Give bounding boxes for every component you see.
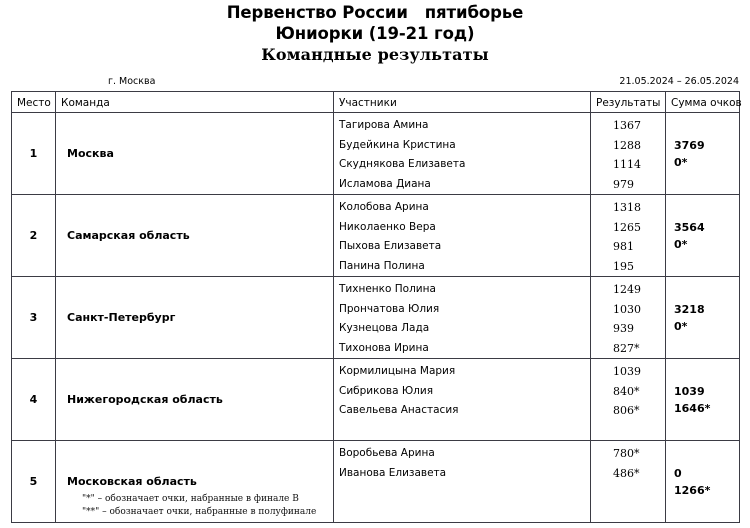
cell-place: 3 [12, 277, 56, 359]
footnote-double-asterisk: "**" – обозначает очки, набранные в полуфинале [82, 507, 317, 517]
cell-place: 2 [12, 195, 56, 277]
footnotes [82, 493, 316, 519]
event-city: г. Москва [108, 76, 156, 87]
participant-name: Исламова Диана [339, 177, 431, 190]
cell-team: Самарская область [56, 195, 334, 277]
participant-name: Воробьева Арина [339, 447, 435, 459]
participant-result-list [591, 195, 665, 276]
participant-result: 1030 [613, 302, 641, 316]
total-points-final-b: 1266* [674, 483, 711, 497]
event-meta [0, 73, 750, 90]
column-header-results: Результаты [591, 92, 666, 113]
total-points-final-b: 0* [674, 319, 688, 333]
table-row [12, 113, 740, 195]
participant-name: Иванова Елизавета [339, 466, 447, 479]
total-points-final: 3564 [674, 220, 705, 234]
participant-name-list [334, 359, 590, 440]
cell-participants [334, 277, 591, 359]
cell-participants [334, 113, 591, 195]
cell-place: 4 [12, 359, 56, 441]
cell-results [591, 359, 666, 441]
total-points-final-b: 0* [674, 237, 688, 251]
column-header-total: Сумма очков [666, 92, 740, 113]
cell-total [666, 113, 740, 195]
total-points-final-b: 1646* [674, 401, 711, 415]
page-title-primary: Первенство России пятиборье [226, 3, 524, 22]
cell-participants [334, 195, 591, 277]
participant-name-list [334, 277, 590, 358]
cell-place: 1 [12, 113, 56, 195]
participant-result: 806* [613, 404, 640, 417]
participant-result: 979 [613, 177, 634, 191]
total-points [666, 219, 739, 253]
participant-result: 827* [613, 341, 640, 355]
participant-result: 486* [613, 466, 640, 480]
participant-result: 1367 [613, 119, 641, 132]
participant-result-list [591, 441, 665, 522]
participant-name: Тагирова Амина [339, 119, 429, 131]
total-points [666, 301, 739, 335]
table-row [12, 195, 740, 277]
column-header-participants: Участники [334, 92, 591, 113]
cell-results [591, 277, 666, 359]
participant-name-empty [334, 483, 590, 503]
participant-name: Сибрикова Юлия [339, 384, 434, 397]
cell-total [666, 195, 740, 277]
participant-name: Будейкина Кристина [339, 138, 456, 151]
participant-result-empty [591, 421, 665, 441]
participant-result: 1288 [613, 138, 641, 152]
participant-name: Кормилицына Мария [339, 365, 456, 377]
cell-team: Нижегородская область [56, 359, 334, 441]
participant-name: Тихонова Ирина [339, 341, 429, 354]
participant-result: 1265 [613, 220, 641, 234]
participant-name-empty [334, 421, 590, 441]
table-header-row [12, 92, 740, 113]
page-title-subtitle: Командные результаты [261, 45, 489, 64]
participant-name-empty [334, 503, 590, 523]
table-row [12, 277, 740, 359]
cell-results [591, 195, 666, 277]
participant-result: 1318 [613, 201, 641, 214]
participant-name-list [334, 441, 590, 522]
page-title-category: Юниорки (19-21 год) [275, 24, 475, 43]
total-points [666, 465, 739, 499]
participant-name: Савельева Анастасия [339, 404, 459, 416]
cell-team: Московская область [56, 441, 334, 523]
participant-result-empty [591, 483, 665, 503]
participant-name: Прончатова Юлия [339, 302, 440, 315]
participant-name-list [334, 113, 590, 194]
column-header-place: Место [12, 92, 56, 113]
column-header-team: Команда [56, 92, 334, 113]
cell-total [666, 359, 740, 441]
document-titles [0, 0, 750, 66]
total-points [666, 383, 739, 417]
cell-participants [334, 441, 591, 523]
team-results-table [11, 91, 740, 523]
cell-participants [334, 359, 591, 441]
cell-total [666, 277, 740, 359]
total-points-final: 3218 [674, 302, 705, 316]
footnote-single-asterisk: "*" – обозначает очки, набранные в финале B [82, 494, 299, 504]
participant-name: Пыхова Елизавета [339, 240, 442, 252]
event-dates: 21.05.2024 – 26.05.2024 [619, 76, 739, 87]
table-body [12, 113, 740, 523]
participant-name: Тихненко Полина [339, 283, 436, 295]
cell-team: Москва [56, 113, 334, 195]
participant-result: 981 [613, 240, 634, 253]
participant-name: Панина Полина [339, 259, 425, 272]
participant-result: 780* [613, 447, 640, 460]
participant-result: 939 [613, 322, 634, 335]
participant-name: Николаенко Вера [339, 220, 436, 233]
participant-result: 1114 [613, 158, 641, 171]
participant-result: 195 [613, 259, 634, 273]
cell-results [591, 441, 666, 523]
participant-name: Кузнецова Лада [339, 322, 430, 334]
participant-name: Колобова Арина [339, 201, 429, 213]
cell-total [666, 441, 740, 523]
cell-team: Санкт-Петербург [56, 277, 334, 359]
participant-result: 840* [613, 384, 640, 398]
participant-result-list [591, 359, 665, 440]
cell-results [591, 113, 666, 195]
cell-place: 5 [12, 441, 56, 523]
total-points [666, 137, 739, 171]
participant-result-list [591, 113, 665, 194]
participant-result-empty [591, 503, 665, 523]
total-points-final-b: 0* [674, 155, 688, 169]
total-points-final: 0 [674, 466, 682, 480]
table-row [12, 359, 740, 441]
participant-name-list [334, 195, 590, 276]
participant-name: Скуднякова Елизавета [339, 158, 466, 170]
participant-result: 1249 [613, 283, 641, 296]
total-points-final: 1039 [674, 384, 705, 398]
participant-result-list [591, 277, 665, 358]
total-points-final: 3769 [674, 138, 705, 152]
participant-result: 1039 [613, 365, 641, 378]
